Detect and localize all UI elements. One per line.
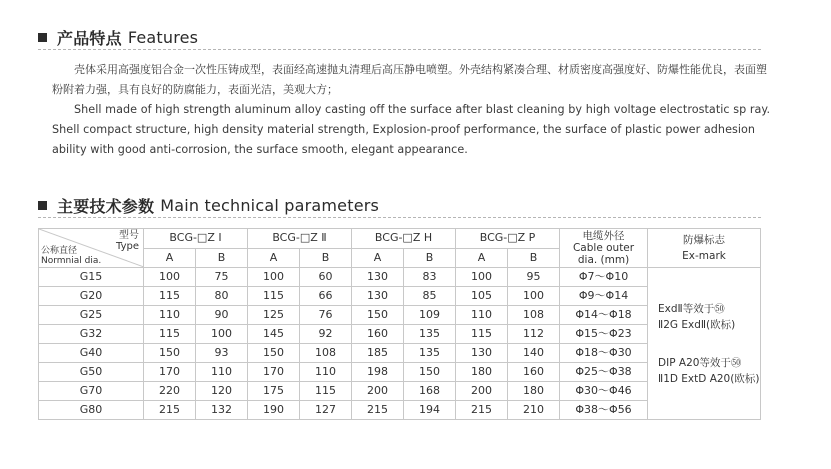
square-bullet-icon	[38, 201, 47, 210]
params-heading-en: Main technical parameters	[160, 196, 380, 215]
corner-dia-label	[41, 246, 101, 266]
value-cell: 105	[456, 287, 508, 306]
value-cell: 60	[300, 268, 352, 287]
value-cell: 190	[248, 401, 300, 420]
value-cell: 108	[300, 344, 352, 363]
dia-cell: G50	[39, 363, 144, 382]
value-cell: 110	[196, 363, 248, 382]
value-cell: 115	[300, 382, 352, 401]
value-cell: 100	[196, 325, 248, 344]
value-cell: 198	[352, 363, 404, 382]
value-cell: 215	[456, 401, 508, 420]
value-cell: 83	[404, 268, 456, 287]
dia-cell: G15	[39, 268, 144, 287]
value-cell: 168	[404, 382, 456, 401]
value-cell: 145	[248, 325, 300, 344]
value-cell: 210	[508, 401, 560, 420]
sub-header-b: B	[196, 248, 248, 268]
value-cell: 180	[456, 363, 508, 382]
value-cell: 200	[456, 382, 508, 401]
cable-cell: Φ30～Φ46	[560, 382, 648, 401]
params-heading-zh: 主要技术参数	[57, 197, 155, 216]
value-cell: 185	[352, 344, 404, 363]
dia-cell: G25	[39, 306, 144, 325]
value-cell: 120	[196, 382, 248, 401]
corner-dia-en: Normnial dia.	[41, 256, 102, 266]
ex-mark-group1-line1: ExdⅡ等效于㊿	[658, 302, 725, 315]
sub-header-a: A	[456, 248, 508, 268]
value-cell: 115	[248, 287, 300, 306]
value-cell: 80	[196, 287, 248, 306]
value-cell: 130	[456, 344, 508, 363]
value-cell: 110	[144, 306, 196, 325]
value-cell: 150	[248, 344, 300, 363]
value-cell: 130	[352, 287, 404, 306]
sub-header-b: B	[300, 248, 352, 268]
value-cell: 75	[196, 268, 248, 287]
divider	[38, 49, 761, 50]
value-cell: 108	[508, 306, 560, 325]
model-header: BCG-□Z H	[352, 229, 456, 249]
value-cell: 130	[352, 268, 404, 287]
cable-cell: Φ38～Φ56	[560, 401, 648, 420]
sub-header-a: A	[144, 248, 196, 268]
value-cell: 170	[144, 363, 196, 382]
cable-header-zh: 电缆外径	[582, 230, 625, 242]
ex-mark-cell	[648, 268, 761, 420]
value-cell: 110	[300, 363, 352, 382]
value-cell: 115	[144, 287, 196, 306]
value-cell: 100	[144, 268, 196, 287]
value-cell: 109	[404, 306, 456, 325]
value-cell: 100	[508, 287, 560, 306]
ex-mark-group1-line2: Ⅱ2G ExdⅡ(欧标)	[658, 318, 736, 331]
value-cell: 95	[508, 268, 560, 287]
value-cell: 140	[508, 344, 560, 363]
dia-cell: G20	[39, 287, 144, 306]
value-cell: 135	[404, 344, 456, 363]
features-heading	[38, 26, 198, 49]
ex-mark-group2-line1: DIP A20等效于㊿	[658, 356, 742, 369]
value-cell: 150	[144, 344, 196, 363]
value-cell: 100	[456, 268, 508, 287]
value-cell: 132	[196, 401, 248, 420]
ex-mark-header	[648, 229, 761, 268]
value-cell: 93	[196, 344, 248, 363]
value-cell: 160	[352, 325, 404, 344]
cable-cell: Φ7～Φ10	[560, 268, 648, 287]
ex-mark-header-en: Ex-mark	[682, 250, 726, 262]
value-cell: 215	[352, 401, 404, 420]
features-heading-en: Features	[127, 28, 199, 47]
cable-header-en1: Cable outer	[572, 242, 635, 254]
params-table	[38, 228, 761, 420]
features-heading-zh: 产品特点	[57, 29, 122, 48]
square-bullet-icon	[38, 33, 47, 42]
value-cell: 127	[300, 401, 352, 420]
value-cell: 115	[456, 325, 508, 344]
value-cell: 85	[404, 287, 456, 306]
cable-header-en2: dia. (mm)	[577, 254, 630, 266]
model-header: BCG-□Z Ⅱ	[248, 229, 352, 249]
dia-cell: G40	[39, 344, 144, 363]
sub-header-b: B	[508, 248, 560, 268]
value-cell: 150	[404, 363, 456, 382]
cable-cell: Φ18～Φ30	[560, 344, 648, 363]
value-cell: 194	[404, 401, 456, 420]
value-cell: 115	[144, 325, 196, 344]
features-text-en-wrap	[52, 100, 772, 160]
value-cell: 125	[248, 306, 300, 325]
value-cell: 112	[508, 325, 560, 344]
value-cell: 220	[144, 382, 196, 401]
value-cell: 175	[248, 382, 300, 401]
dia-cell: G70	[39, 382, 144, 401]
divider	[38, 217, 761, 218]
ex-mark-group2-line2: Ⅱ1D ExtD A20(欧标)	[658, 372, 760, 385]
cable-cell: Φ25～Φ38	[560, 363, 648, 382]
value-cell: 160	[508, 363, 560, 382]
corner-type-label	[116, 230, 139, 252]
sub-header-b: B	[404, 248, 456, 268]
value-cell: 110	[456, 306, 508, 325]
value-cell: 92	[300, 325, 352, 344]
cable-cell: Φ14～Φ18	[560, 306, 648, 325]
corner-dia-zh: 公称直径	[41, 246, 78, 256]
value-cell: 150	[352, 306, 404, 325]
value-cell: 100	[248, 268, 300, 287]
cable-cell: Φ15～Φ23	[560, 325, 648, 344]
features-text-zh: 壳体采用高强度铝合金一次性压铸成型，表面经高速抛丸清理后高压静电喷塑。外壳结构紧凑合理、材质密度高强度好、防爆性能优良，表面塑粉附着力强，具有良好的防腐能力，表面光洁，美观大方；	[52, 63, 767, 96]
sub-header-a: A	[352, 248, 404, 268]
table-corner-cell	[39, 229, 144, 268]
ex-mark-header-zh: 防爆标志	[683, 234, 726, 246]
model-header: BCG-□Z Ⅰ	[144, 229, 248, 249]
cable-header	[560, 229, 648, 268]
value-cell: 76	[300, 306, 352, 325]
sub-header-a: A	[248, 248, 300, 268]
features-text-en: Shell made of high strength aluminum alloy casting off the surface after blast cleaning by high voltage electrostatic sp ray. Shell compact structure, high density material strength, Explosion-proof performance, the surface of plastic power adhesion ability with good anti-corrosion, the surface smooth, elegant appearance.	[52, 103, 771, 156]
value-cell: 90	[196, 306, 248, 325]
value-cell: 170	[248, 363, 300, 382]
cable-cell: Φ9～Φ14	[560, 287, 648, 306]
corner-type-zh: 型号	[119, 230, 139, 241]
corner-type-en: Type	[116, 241, 139, 252]
dia-cell: G80	[39, 401, 144, 420]
value-cell: 135	[404, 325, 456, 344]
model-header: BCG-□Z P	[456, 229, 560, 249]
params-heading	[38, 194, 379, 217]
value-cell: 66	[300, 287, 352, 306]
table-row	[39, 268, 761, 287]
dia-cell: G32	[39, 325, 144, 344]
value-cell: 215	[144, 401, 196, 420]
value-cell: 180	[508, 382, 560, 401]
value-cell: 200	[352, 382, 404, 401]
